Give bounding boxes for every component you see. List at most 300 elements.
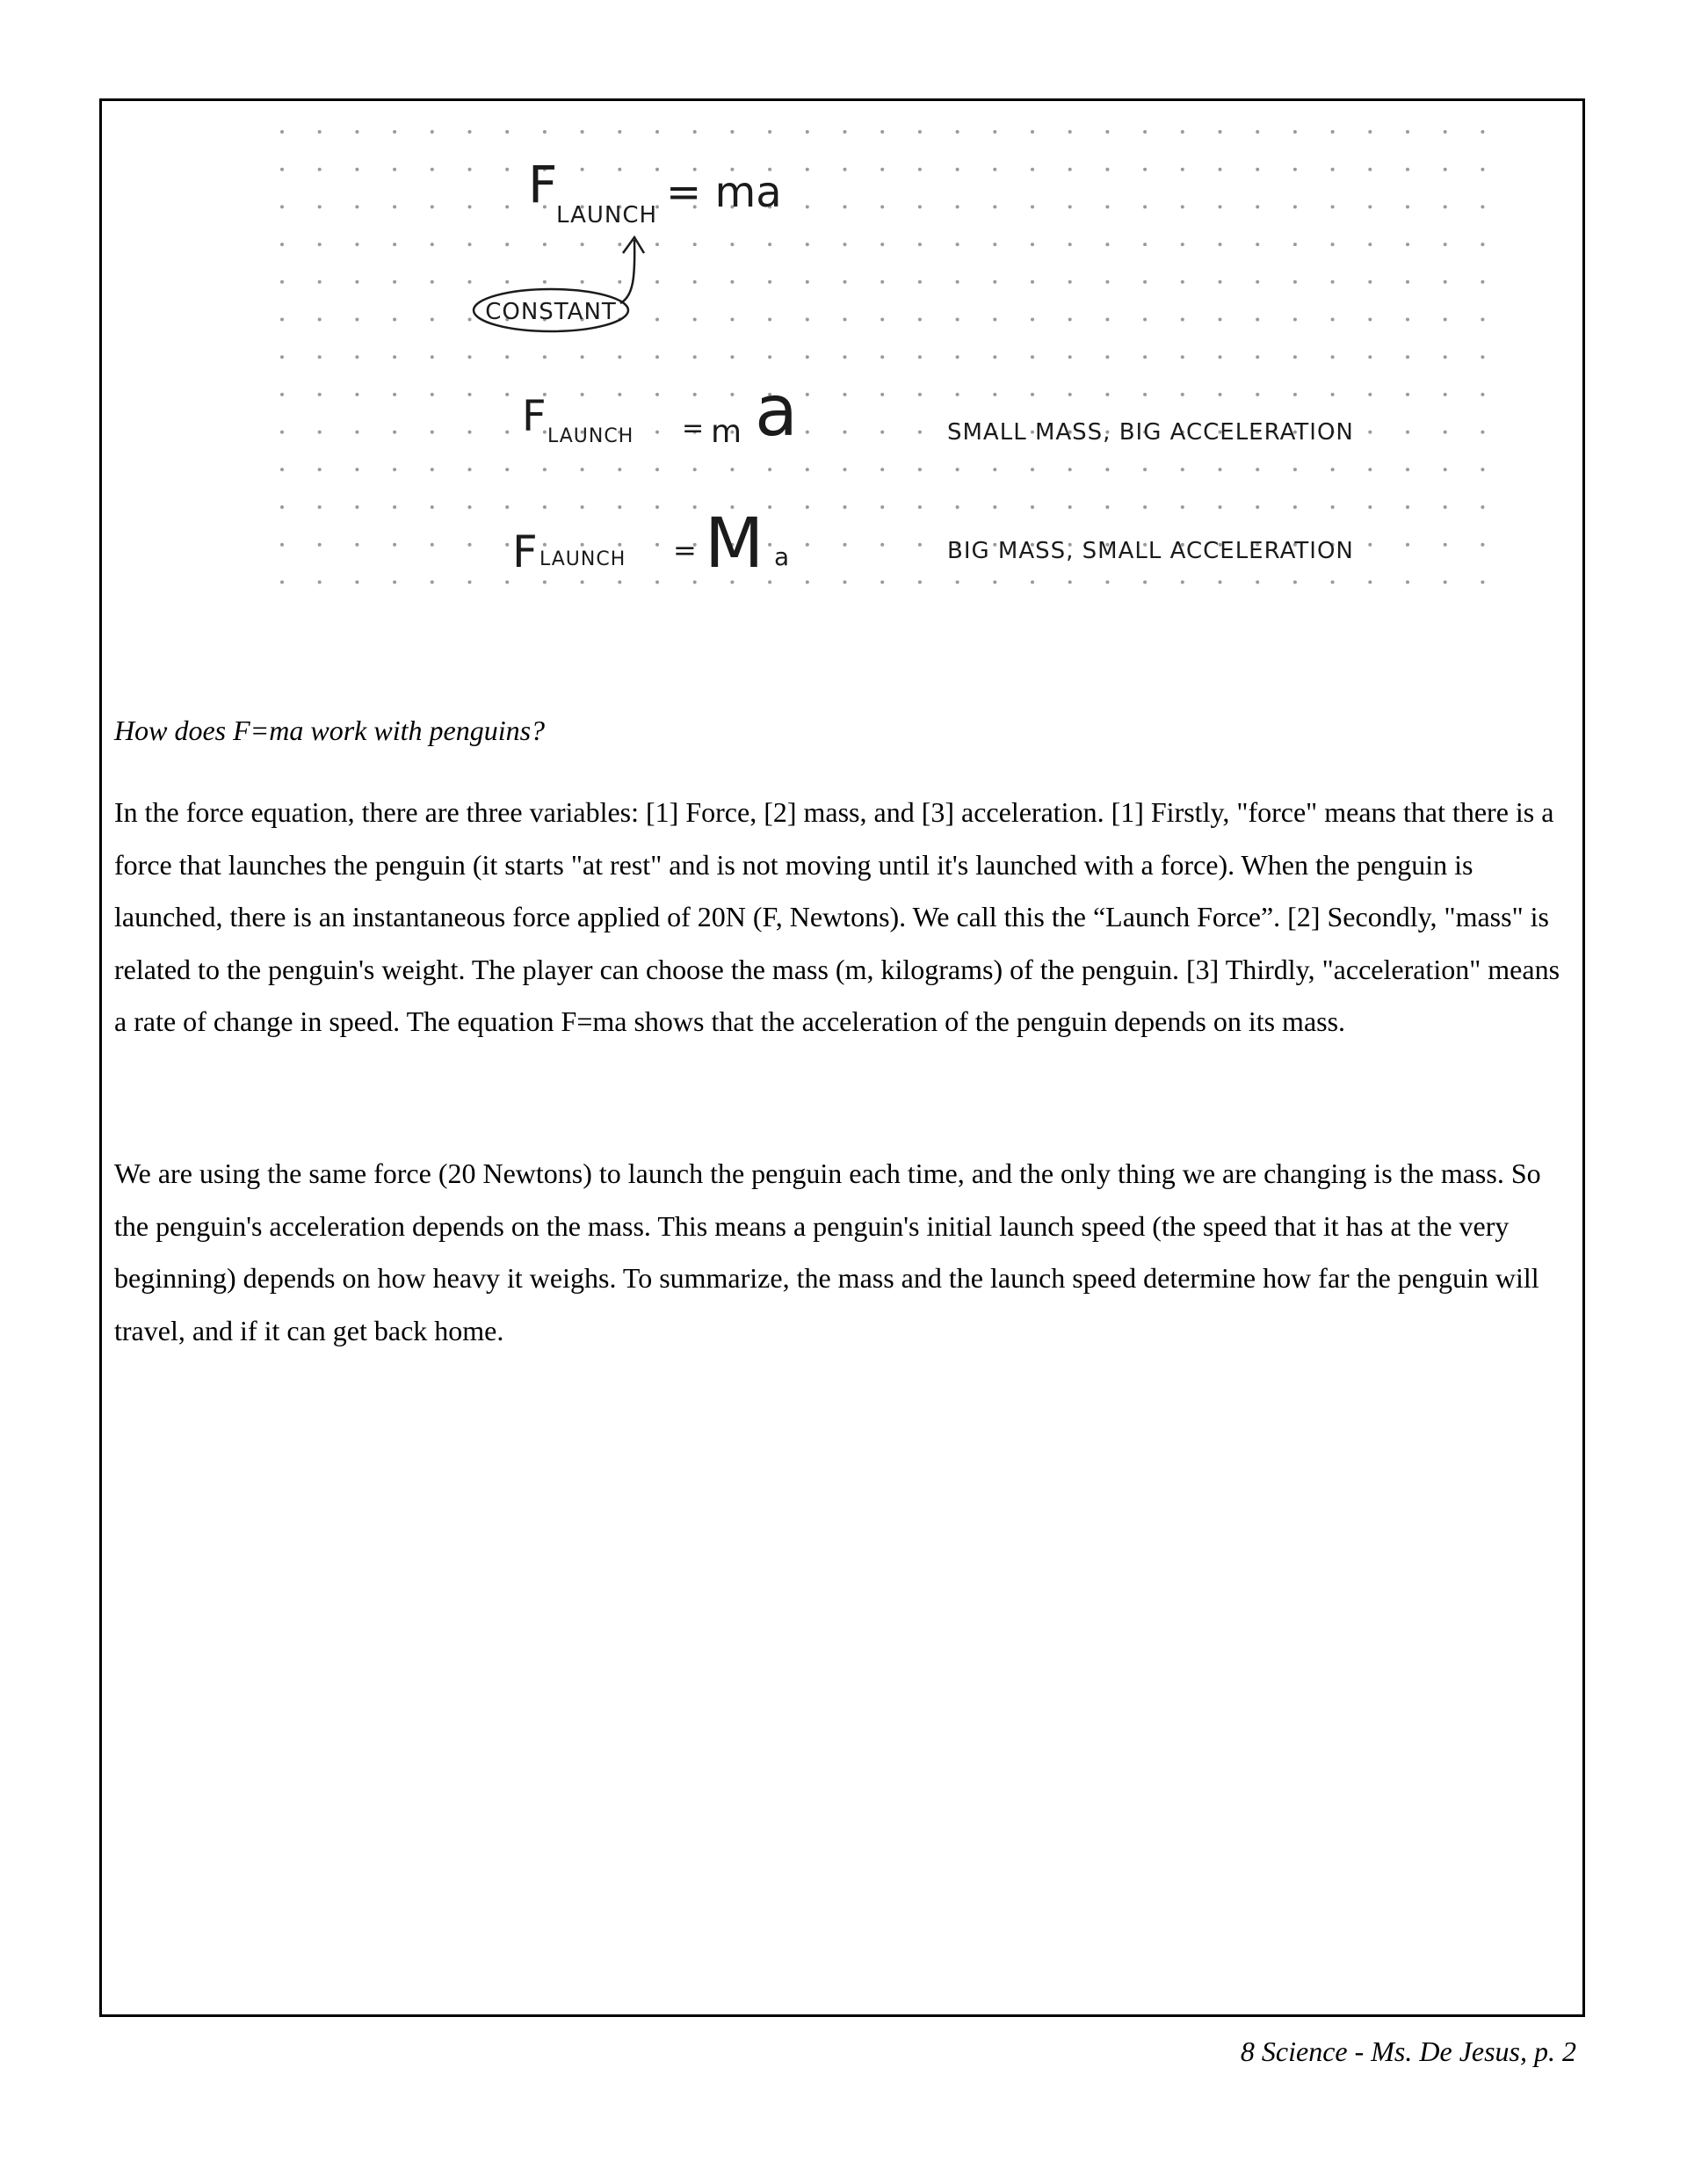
- grid-dot: [655, 431, 659, 434]
- grid-dot: [1406, 468, 1409, 471]
- grid-dot: [393, 168, 396, 171]
- grid-dot: [1219, 468, 1222, 471]
- grid-dot: [956, 355, 959, 359]
- grid-dot: [993, 393, 996, 396]
- grid-dot: [355, 505, 358, 509]
- grid-dot: [318, 580, 322, 584]
- grid-dot: [468, 168, 472, 171]
- paragraph-variables: In the force equation, there are three variables: [1] Force, [2] mass, and [3] acceleration. [1] Firstly, "force" means that there is a force that launches the penguin (it starts "at rest" and is not moving until it's launched with a force). When the penguin is launched, there is an instantaneous force applied of 20N (F, Newtons). We call this the “Launch Force”. [2] Secondly, "mass" is related to the penguin's weight. The player can choose the mass (m, kilograms) of the penguin. [3] Thirdly, "acceleration" means a rate of change in speed. The equation F=ma shows that the acceleration of the penguin depends on its mass.: [114, 796, 1560, 1037]
- grid-dot: [355, 580, 358, 584]
- grid-dot: [1293, 580, 1297, 584]
- grid-dot: [581, 243, 584, 246]
- grid-dot: [318, 168, 322, 171]
- grid-dot: [1406, 543, 1409, 547]
- grid-dot: [1293, 243, 1297, 246]
- grid-dot: [806, 280, 809, 284]
- grid-dot: [1331, 393, 1335, 396]
- grid-dot: [355, 355, 358, 359]
- grid-dot: [730, 318, 734, 322]
- grid-dot: [1481, 130, 1484, 134]
- grid-dot: [505, 543, 509, 547]
- eq1-f: F: [528, 155, 558, 214]
- grid-dot: [505, 168, 509, 171]
- grid-dot: [730, 130, 734, 134]
- grid-dot: [768, 468, 771, 471]
- grid-dot: [1293, 130, 1297, 134]
- grid-dot: [1181, 580, 1184, 584]
- grid-dot: [1293, 355, 1297, 359]
- grid-dot: [880, 243, 884, 246]
- grid-dot: [956, 168, 959, 171]
- grid-dot: [1368, 318, 1372, 322]
- grid-dot: [318, 543, 322, 547]
- grid-dot: [1105, 205, 1109, 208]
- grid-dot: [1219, 130, 1222, 134]
- grid-dot: [431, 168, 434, 171]
- grid-dot: [918, 205, 922, 208]
- grid-dot: [1031, 393, 1034, 396]
- grid-dot: [393, 243, 396, 246]
- grid-dot: [655, 505, 659, 509]
- grid-dot: [956, 130, 959, 134]
- grid-dot: [1256, 280, 1259, 284]
- grid-dot: [880, 318, 884, 322]
- grid-dot: [1368, 280, 1372, 284]
- grid-dot: [806, 468, 809, 471]
- grid-dot: [1444, 393, 1447, 396]
- grid-dot: [393, 543, 396, 547]
- grid-dot: [880, 393, 884, 396]
- grid-dot: [468, 355, 472, 359]
- grid-dot: [1031, 130, 1034, 134]
- grid-dot: [1181, 205, 1184, 208]
- grid-dot: [618, 393, 621, 396]
- grid-dot: [505, 393, 509, 396]
- grid-dot: [280, 130, 284, 134]
- grid-dot: [730, 355, 734, 359]
- grid-dot: [1219, 243, 1222, 246]
- content-frame: [99, 98, 1585, 2017]
- grid-dot: [918, 318, 922, 322]
- grid-dot: [1293, 205, 1297, 208]
- grid-dot: [318, 280, 322, 284]
- grid-dot: [1444, 468, 1447, 471]
- grid-dot: [393, 393, 396, 396]
- grid-dot: [468, 243, 472, 246]
- grid-dot: [431, 580, 434, 584]
- grid-dot: [468, 505, 472, 509]
- grid-dot: [1219, 318, 1222, 322]
- grid-dot: [1368, 543, 1372, 547]
- eq2-subscript: LAUNCH: [547, 425, 634, 447]
- grid-dot: [318, 355, 322, 359]
- grid-dot: [1444, 130, 1447, 134]
- grid-dot: [393, 130, 396, 134]
- grid-dot: [1406, 580, 1409, 584]
- grid-dot: [280, 393, 284, 396]
- grid-dot: [1181, 468, 1184, 471]
- grid-dot: [280, 243, 284, 246]
- grid-dot: [618, 243, 621, 246]
- grid-dot: [1368, 505, 1372, 509]
- grid-dot: [393, 318, 396, 322]
- sketch-svg: [273, 110, 1521, 637]
- grid-dot: [880, 468, 884, 471]
- grid-dot: [1368, 393, 1372, 396]
- grid-dot: [1481, 393, 1484, 396]
- grid-dot: [468, 468, 472, 471]
- grid-dot: [1219, 505, 1222, 509]
- grid-dot: [918, 243, 922, 246]
- grid-dot: [543, 505, 547, 509]
- eq2-note: SMALL MASS, BIG ACCELERATION: [947, 419, 1354, 446]
- grid-dot: [1256, 168, 1259, 171]
- grid-dot: [618, 130, 621, 134]
- grid-dot: [431, 431, 434, 434]
- grid-dot: [318, 468, 322, 471]
- grid-dot: [844, 505, 847, 509]
- grid-dot: [693, 355, 697, 359]
- grid-dot: [806, 505, 809, 509]
- grid-dot: [655, 168, 659, 171]
- grid-dot: [1031, 280, 1034, 284]
- grid-dot: [880, 543, 884, 547]
- grid-dot: [806, 243, 809, 246]
- grid-dot: [1181, 280, 1184, 284]
- grid-dot: [280, 280, 284, 284]
- grid-dot: [468, 543, 472, 547]
- grid-dot: [768, 505, 771, 509]
- grid-dot: [655, 280, 659, 284]
- grid-dot: [431, 468, 434, 471]
- grid-dot: [1181, 393, 1184, 396]
- grid-dot: [806, 130, 809, 134]
- grid-dot: [1143, 205, 1147, 208]
- grid-dot: [1143, 280, 1147, 284]
- grid-dot: [505, 468, 509, 471]
- grid-dot: [1031, 243, 1034, 246]
- grid-dot: [1481, 318, 1484, 322]
- grid-dot: [355, 243, 358, 246]
- grid-dot: [318, 205, 322, 208]
- grid-dot: [431, 543, 434, 547]
- grid-dot: [1256, 393, 1259, 396]
- grid-dot: [280, 543, 284, 547]
- grid-dot: [618, 168, 621, 171]
- question-heading: How does F=ma work with penguins?: [114, 715, 546, 746]
- grid-dot: [918, 543, 922, 547]
- grid-dot: [1256, 505, 1259, 509]
- grid-dot: [355, 130, 358, 134]
- grid-dot: [618, 355, 621, 359]
- eq2-equals: =: [682, 413, 705, 444]
- grid-dot: [880, 168, 884, 171]
- grid-dot: [1068, 243, 1072, 246]
- grid-dot: [806, 543, 809, 547]
- grid-dot: [844, 205, 847, 208]
- grid-dot: [806, 580, 809, 584]
- grid-dot: [1481, 580, 1484, 584]
- grid-dot: [806, 355, 809, 359]
- grid-dot: [431, 243, 434, 246]
- grid-dot: [1143, 505, 1147, 509]
- grid-dot: [730, 468, 734, 471]
- grid-dot: [1406, 130, 1409, 134]
- grid-dot: [505, 205, 509, 208]
- grid-dot: [993, 468, 996, 471]
- grid-dot: [1481, 431, 1484, 434]
- grid-dot: [993, 168, 996, 171]
- grid-dot: [1444, 543, 1447, 547]
- grid-dot: [1293, 468, 1297, 471]
- grid-dot: [956, 205, 959, 208]
- grid-dot: [1181, 130, 1184, 134]
- grid-dot: [431, 393, 434, 396]
- grid-dot: [1256, 318, 1259, 322]
- grid-dot: [1481, 468, 1484, 471]
- grid-dot: [1331, 580, 1335, 584]
- grid-dot: [1331, 318, 1335, 322]
- grid-dot: [393, 580, 396, 584]
- grid-dot: [468, 205, 472, 208]
- grid-dot: [1368, 355, 1372, 359]
- grid-dot: [543, 243, 547, 246]
- grid-dot: [1256, 243, 1259, 246]
- grid-dot: [355, 431, 358, 434]
- grid-dot: [543, 355, 547, 359]
- grid-dot: [1256, 468, 1259, 471]
- grid-dot: [393, 280, 396, 284]
- grid-dot: [468, 431, 472, 434]
- grid-dot: [844, 543, 847, 547]
- grid-dot: [768, 543, 771, 547]
- grid-dot: [1331, 505, 1335, 509]
- grid-dot: [880, 431, 884, 434]
- grid-dot: [1068, 205, 1072, 208]
- eq2-f: F: [522, 392, 547, 441]
- grid-dot: [956, 580, 959, 584]
- grid-dot: [618, 543, 621, 547]
- grid-dot: [1368, 168, 1372, 171]
- grid-dot: [1331, 468, 1335, 471]
- grid-dot: [355, 393, 358, 396]
- grid-dot: [280, 431, 284, 434]
- grid-dot: [1444, 355, 1447, 359]
- grid-dot: [1444, 205, 1447, 208]
- grid-dot: [355, 280, 358, 284]
- grid-dot: [1068, 393, 1072, 396]
- grid-dot: [280, 505, 284, 509]
- grid-dot: [655, 468, 659, 471]
- grid-dot: [1481, 168, 1484, 171]
- grid-dot: [993, 205, 996, 208]
- grid-dot: [431, 505, 434, 509]
- grid-dot: [543, 543, 547, 547]
- grid-dot: [1481, 543, 1484, 547]
- grid-dot: [1293, 393, 1297, 396]
- grid-dot: [1481, 205, 1484, 208]
- grid-dot: [318, 505, 322, 509]
- grid-dot: [1219, 393, 1222, 396]
- grid-dot: [768, 318, 771, 322]
- grid-dot: [1256, 355, 1259, 359]
- grid-dot: [1143, 355, 1147, 359]
- grid-dot: [1293, 505, 1297, 509]
- grid-dot: [1031, 168, 1034, 171]
- grid-dot: [355, 543, 358, 547]
- grid-dot: [806, 168, 809, 171]
- grid-dot: [318, 318, 322, 322]
- grid-dot: [693, 580, 697, 584]
- eq2-a: a: [755, 370, 799, 452]
- grid-dot: [431, 355, 434, 359]
- grid-dot: [1331, 355, 1335, 359]
- grid-dot: [431, 318, 434, 322]
- grid-dot: [693, 243, 697, 246]
- grid-dot: [543, 468, 547, 471]
- grid-dot: [543, 130, 547, 134]
- grid-dot: [581, 580, 584, 584]
- grid-dot: [468, 280, 472, 284]
- grid-dot: [505, 505, 509, 509]
- grid-dot: [468, 393, 472, 396]
- grid-dot: [844, 243, 847, 246]
- grid-dot: [1406, 168, 1409, 171]
- grid-dot: [1331, 205, 1335, 208]
- grid-dot: [768, 243, 771, 246]
- grid-dot: [1444, 505, 1447, 509]
- grid-dot: [1444, 280, 1447, 284]
- eq3-equals: =: [673, 533, 697, 567]
- grid-dot: [768, 130, 771, 134]
- grid-dot: [280, 318, 284, 322]
- grid-dot: [318, 431, 322, 434]
- grid-dot: [918, 393, 922, 396]
- grid-dot: [393, 205, 396, 208]
- grid-dot: [730, 393, 734, 396]
- grid-dot: [505, 431, 509, 434]
- grid-dot: [1256, 130, 1259, 134]
- grid-dot: [581, 543, 584, 547]
- grid-dot: [468, 318, 472, 322]
- grid-dot: [468, 130, 472, 134]
- grid-dot: [993, 280, 996, 284]
- grid-dot: [1219, 205, 1222, 208]
- eq3-a: a: [774, 542, 790, 571]
- grid-dot: [993, 318, 996, 322]
- grid-dot: [993, 243, 996, 246]
- grid-dot: [393, 468, 396, 471]
- grid-dot: [655, 543, 659, 547]
- grid-dot: [1031, 580, 1034, 584]
- handwritten-sketch: [273, 110, 1521, 637]
- grid-dot: [880, 280, 884, 284]
- constant-label: CONSTANT: [485, 299, 617, 325]
- grid-dot: [1406, 355, 1409, 359]
- grid-dot: [505, 355, 509, 359]
- grid-dot: [693, 393, 697, 396]
- grid-dot: [1256, 205, 1259, 208]
- grid-dot: [956, 393, 959, 396]
- grid-dot: [655, 243, 659, 246]
- grid-dot: [806, 431, 809, 434]
- grid-dot: [693, 130, 697, 134]
- grid-dot: [1331, 168, 1335, 171]
- grid-dot: [880, 130, 884, 134]
- grid-dot: [918, 168, 922, 171]
- grid-dot: [1068, 505, 1072, 509]
- grid-dot: [730, 243, 734, 246]
- grid-dot: [1444, 318, 1447, 322]
- grid-dot: [1444, 243, 1447, 246]
- grid-dot: [1368, 243, 1372, 246]
- grid-dot: [880, 355, 884, 359]
- eq3-subscript: LAUNCH: [539, 548, 626, 570]
- grid-dot: [280, 468, 284, 471]
- grid-dot: [956, 505, 959, 509]
- grid-dot: [918, 431, 922, 434]
- eq3-f: F: [512, 526, 538, 577]
- grid-dot: [655, 580, 659, 584]
- grid-dot: [393, 505, 396, 509]
- grid-dot: [1406, 280, 1409, 284]
- grid-dot: [1293, 280, 1297, 284]
- grid-dot: [844, 280, 847, 284]
- grid-dot: [844, 318, 847, 322]
- grid-dot: [918, 580, 922, 584]
- grid-dot: [1031, 505, 1034, 509]
- grid-dot: [844, 168, 847, 171]
- grid-dot: [1105, 243, 1109, 246]
- grid-dot: [1105, 468, 1109, 471]
- grid-dot: [1481, 505, 1484, 509]
- grid-dot: [1444, 580, 1447, 584]
- grid-dot: [1444, 431, 1447, 434]
- grid-dot: [1143, 393, 1147, 396]
- eq1-subscript: LAUNCH: [556, 202, 658, 229]
- grid-dot: [956, 318, 959, 322]
- paragraph-summary: We are using the same force (20 Newtons) to launch the penguin each time, and the only thing we are changing is the mass. So the penguin's acceleration depends on the mass. This means a penguin's initial launch speed (the speed that it has at the very beginning) depends on how heavy it weighs. To summarize, the mass and the launch speed determine how far the penguin will travel, and if it can get back home.: [114, 1157, 1541, 1346]
- grid-dot: [1068, 580, 1072, 584]
- grid-dot: [844, 130, 847, 134]
- grid-dot: [318, 243, 322, 246]
- grid-dot: [956, 243, 959, 246]
- grid-dot: [655, 130, 659, 134]
- grid-dot: [1181, 243, 1184, 246]
- grid-dot: [956, 468, 959, 471]
- grid-dot: [844, 468, 847, 471]
- eq1-rhs: = ma: [666, 168, 782, 217]
- grid-dot: [993, 505, 996, 509]
- grid-dot: [1068, 130, 1072, 134]
- grid-dot: [505, 130, 509, 134]
- grid-dot: [1031, 205, 1034, 208]
- grid-dot: [1219, 168, 1222, 171]
- grid-dot: [581, 505, 584, 509]
- grid-dot: [280, 355, 284, 359]
- grid-dot: [355, 318, 358, 322]
- grid-dot: [1105, 318, 1109, 322]
- grid-dot: [1406, 205, 1409, 208]
- grid-dot: [505, 280, 509, 284]
- grid-dot: [1219, 280, 1222, 284]
- page-footer: 8 Science - Ms. De Jesus, p. 2: [1240, 2035, 1576, 2067]
- grid-dot: [844, 355, 847, 359]
- grid-dot: [1105, 280, 1109, 284]
- grid-dot: [1105, 168, 1109, 171]
- eq2-m: m: [711, 414, 742, 450]
- grid-dot: [355, 205, 358, 208]
